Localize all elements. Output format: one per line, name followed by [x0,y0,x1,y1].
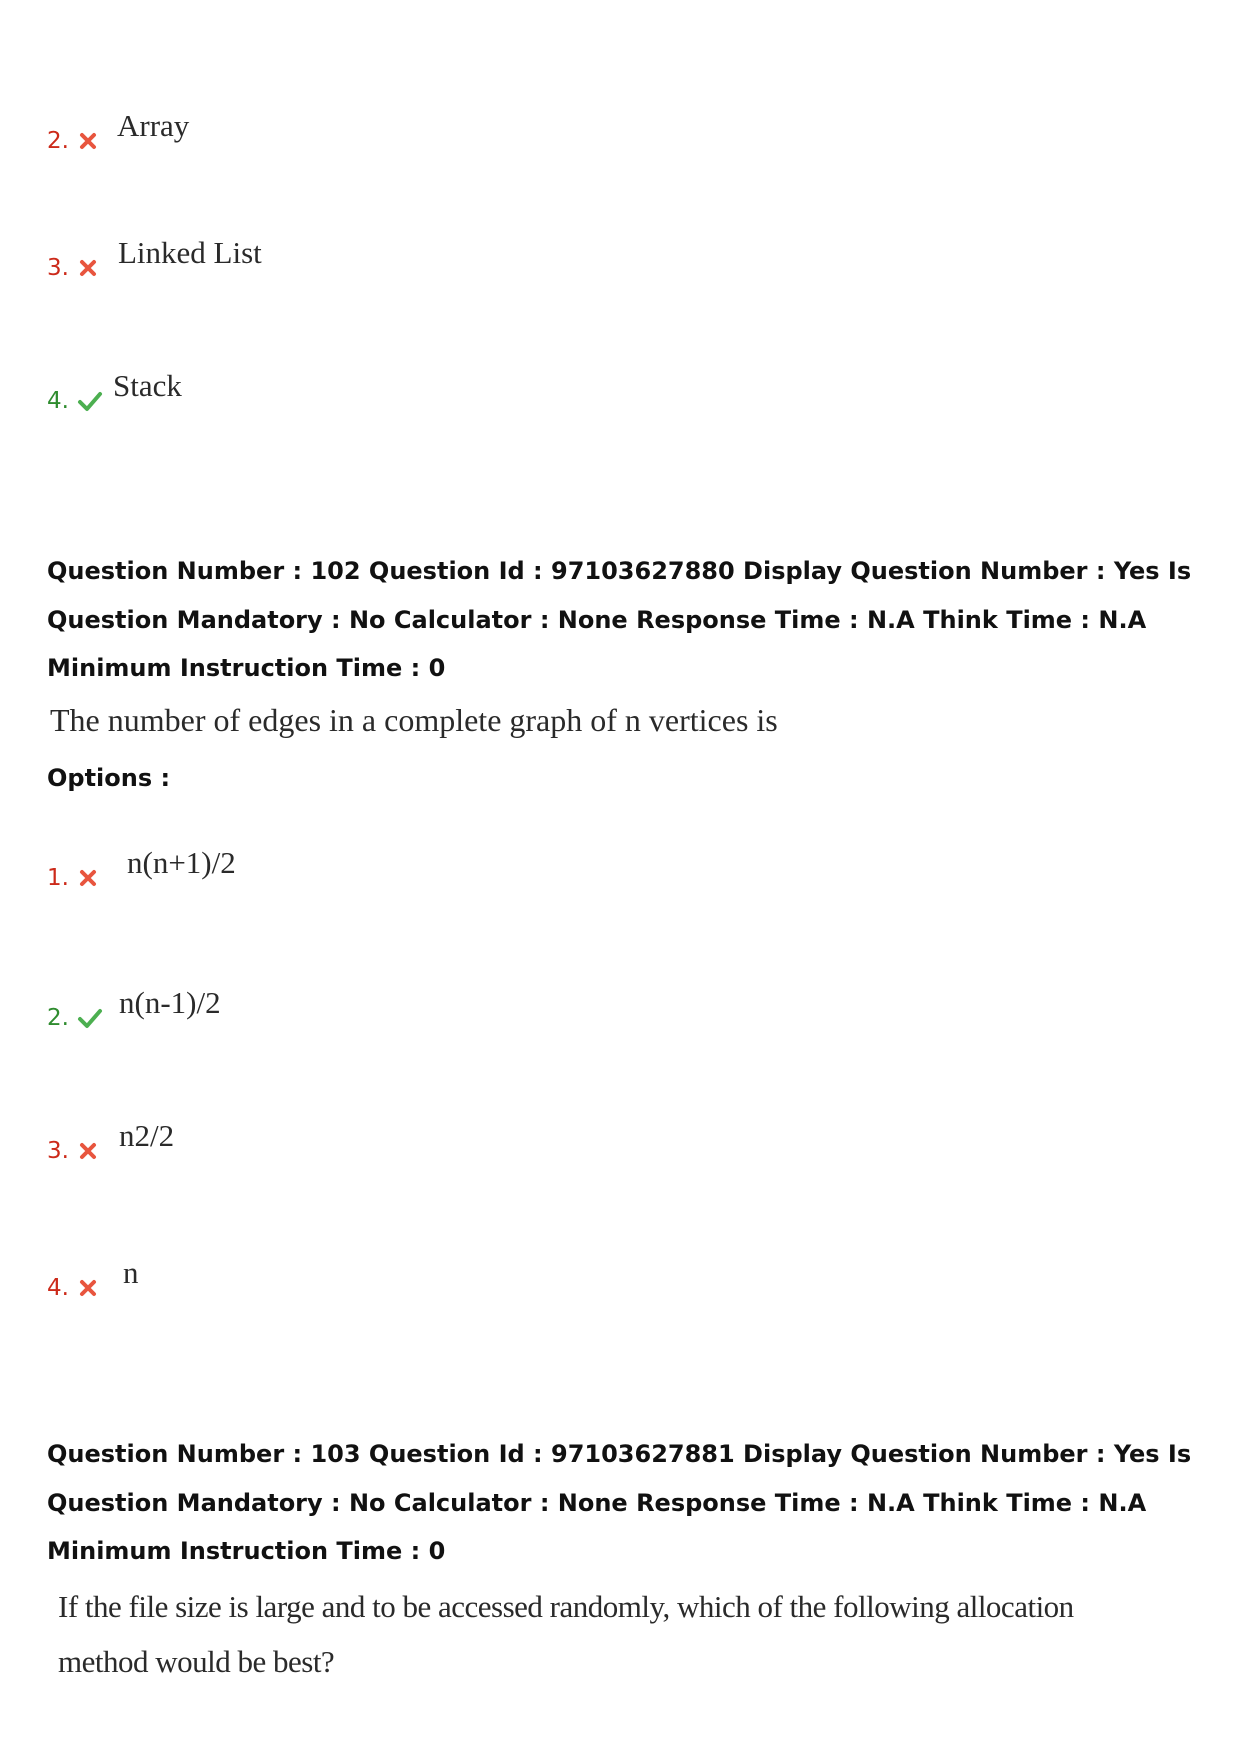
option-text: Array [117,108,190,143]
option-item [47,108,947,168]
option-item [47,235,947,295]
option-text: Linked List [118,235,262,270]
option-number: 3. [47,255,69,281]
cross-icon [77,867,99,889]
check-icon [77,1007,103,1029]
option-number: 1. [47,865,69,891]
option-item [47,1118,947,1178]
cross-icon [77,257,99,279]
question-text-line1: If the file size is large and to be accessed randomly, which of the following allocation [58,1589,1074,1624]
check-icon [77,390,103,412]
option-number: 3. [47,1138,69,1164]
question-meta: Question Number : 103 Question Id : 97103627881 Display Question Number : Yes Is Question Mandatory : No Calculator : None Response Time : N.A Think Time : N.A Minimum Instruction Time : 0 [47,1440,1192,1565]
option-item [47,845,947,905]
option-number: 2. [47,128,69,154]
option-item [47,1255,947,1315]
cross-icon [77,130,99,152]
option-item [47,985,947,1045]
option-number: 2. [47,1005,69,1031]
option-text: n2/2 [119,1118,175,1153]
option-number: 4. [47,388,69,414]
option-text: n(n+1)/2 [127,845,236,880]
cross-icon [77,1277,99,1299]
question-text-line2: method would be best? [58,1644,335,1679]
option-text: n [123,1255,139,1290]
option-text: Stack [113,368,182,403]
question-meta: Question Number : 102 Question Id : 97103627880 Display Question Number : Yes Is Question Mandatory : No Calculator : None Response Time : N.A Think Time : N.A Minimum Instruction Time : 0 [47,557,1192,682]
option-item [47,368,947,428]
options-label: Options : [47,764,171,792]
cross-icon [77,1140,99,1162]
question-text: The number of edges in a complete graph of n vertices is [50,702,778,738]
option-text: n(n-1)/2 [119,985,221,1020]
option-number: 4. [47,1275,69,1301]
